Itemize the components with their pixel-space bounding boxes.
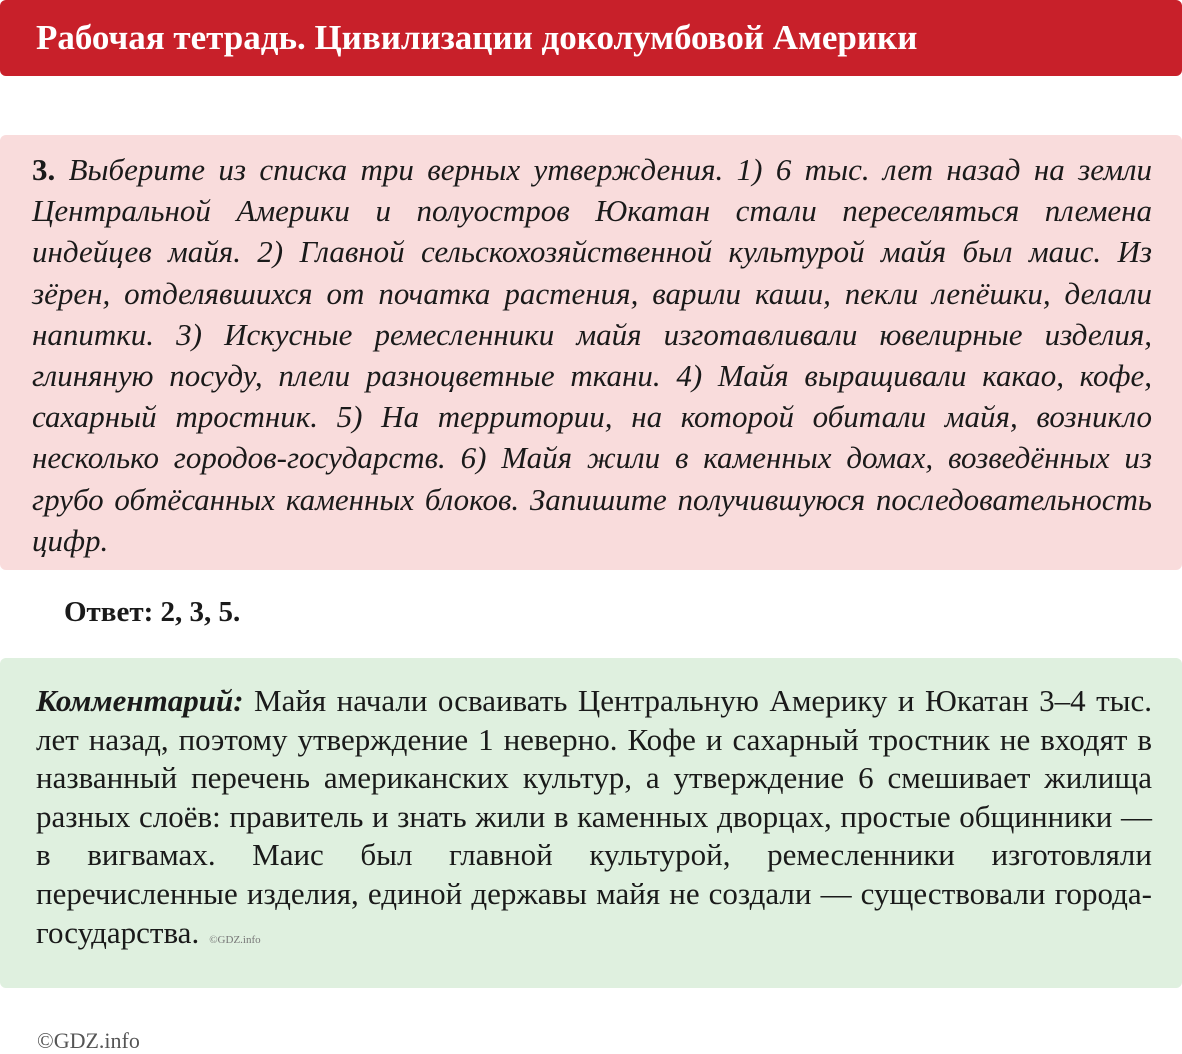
question-body: Выберите из списка три верных утверждения. 1) 6 тыс. лет назад на земли Центральной Америки и полуостров Юкатан стали переселяться племена индейцев майя. 2) Главной сельскохозяйственной культурой майя был маис. Из зёрен, отделявшихся от початка растения, варили каши, пекли лепёшки, делали напитки. 3) Искусные ремесленники майя изготавливали ювелирные изделия, глиняную посуду, плели разноцветные ткани. 4) Майя выращивали какао, кофе, сахарный тростник. 5) На территории, на которой обитали майя, возникло несколько городов-государств. 6) Майя жили в каменных домах, возведённых из грубо обтёсанных каменных блоков. Запишите получившуюся последовательность цифр. [32,152,1152,558]
comment-box [0,658,1182,988]
comment-body: Майя начали осваивать Центральную Америку и Юкатан 3–4 тыс. лет назад, поэтому утверждение 1 неверно. Кофе и сахарный тростник не входят в названный перечень американских культур, а утверждение 6 смешивает жилища разных слоёв: правитель и знать жили в каменных дворцах, простые общинники — в вигвамах. Маис был главной культурой, ремесленники изготовляли перечисленные изделия, единой державы майя не создали — существовали города-государства. [36,683,1152,950]
page-header [0,0,1182,76]
answer-text: Ответ: 2, 3, 5. [64,596,241,628]
question-box [0,135,1182,570]
question-text [32,149,1152,561]
comment-watermark: ©GDZ.info [209,933,261,946]
comment-text [36,682,1152,959]
page-title: Рабочая тетрадь. Цивилизации доколумбовой Америки [36,18,918,57]
comment-label: Комментарий: [36,683,244,718]
question-number: 3. [32,152,56,187]
footer-watermark: ©GDZ.info [37,1028,140,1053]
